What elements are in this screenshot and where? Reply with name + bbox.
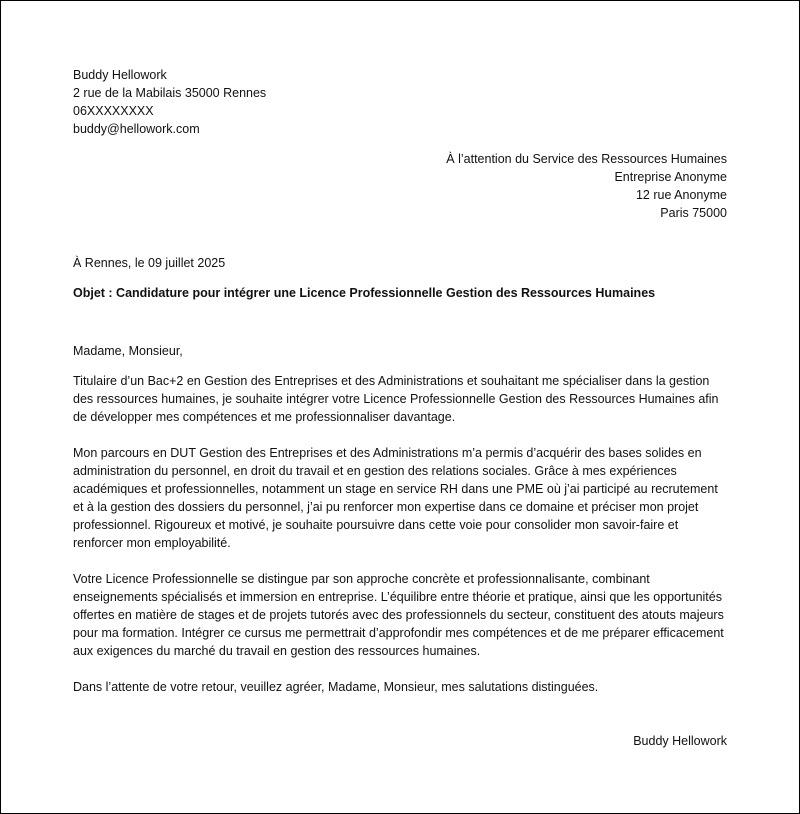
signature: Buddy Hellowork	[633, 734, 727, 748]
sender-email: buddy@hellowork.com	[73, 122, 200, 136]
sender-name: Buddy Hellowork	[73, 68, 167, 82]
recipient-street: 12 rue Anonyme	[635, 188, 727, 202]
paragraph-motivation: Votre Licence Professionnelle se distingue par son approche concrète et professionnalisante, combinant enseignements spécialisés et immersion en entreprise. L’équilibre entre théorie et pratique, ainsi que les opportunités offertes en matière de stages et de projets tutorés avec des professionnels du secteur, constituent des atouts majeurs pour ma formation. Intégrer ce cursus me permettrait d’approfondir mes compétences et de me préparer efficacement aux exigences du marché du travail en gestion des ressources humaines.	[73, 572, 724, 658]
salutation: Madame, Monsieur,	[73, 344, 183, 358]
paragraph-intro: Titulaire d’un Bac+2 en Gestion des Entreprises et des Administrations et souhaitant me spécialiser dans la gestion des ressources humaines, je souhaite intégrer votre Licence Professionnelle Gestion des Ressources Humaines afin de développer mes compétences et me professionnaliser davantage.	[73, 374, 719, 424]
date-line: À Rennes, le 09 juillet 2025	[73, 256, 226, 270]
letter-content	[73, 66, 727, 750]
sender-block	[73, 66, 727, 138]
sender-phone: 06XXXXXXXX	[73, 104, 154, 118]
paragraph-closing: Dans l’attente de votre retour, veuillez agréer, Madame, Monsieur, mes salutations distinguées.	[73, 680, 599, 694]
subject-line: Objet : Candidature pour intégrer une Licence Professionnelle Gestion des Ressources Humaines	[73, 286, 656, 300]
paragraph-background: Mon parcours en DUT Gestion des Entreprises et des Administrations m’a permis d’acquérir des bases solides en administration du personnel, en droit du travail et en gestion des relations sociales. Grâce à mes expériences académiques et professionnelles, notamment un stage en service RH dans une PME où j’ai participé au recrutement et à la gestion des dossiers du personnel, j’ai pu renforcer mon expertise dans ce domaine et préciser mon projet professionnel. Rigoureux et motivé, je souhaite poursuivre dans cette voie pour consolider mon savoir-faire et renforcer mon employabilité.	[73, 446, 718, 550]
recipient-company: Entreprise Anonyme	[614, 170, 727, 184]
sender-address: 2 rue de la Mabilais 35000 Rennes	[73, 86, 267, 100]
recipient-attention: À l’attention du Service des Ressources Humaines	[446, 152, 727, 166]
recipient-city: Paris 75000	[660, 206, 727, 220]
recipient-block	[73, 150, 727, 222]
